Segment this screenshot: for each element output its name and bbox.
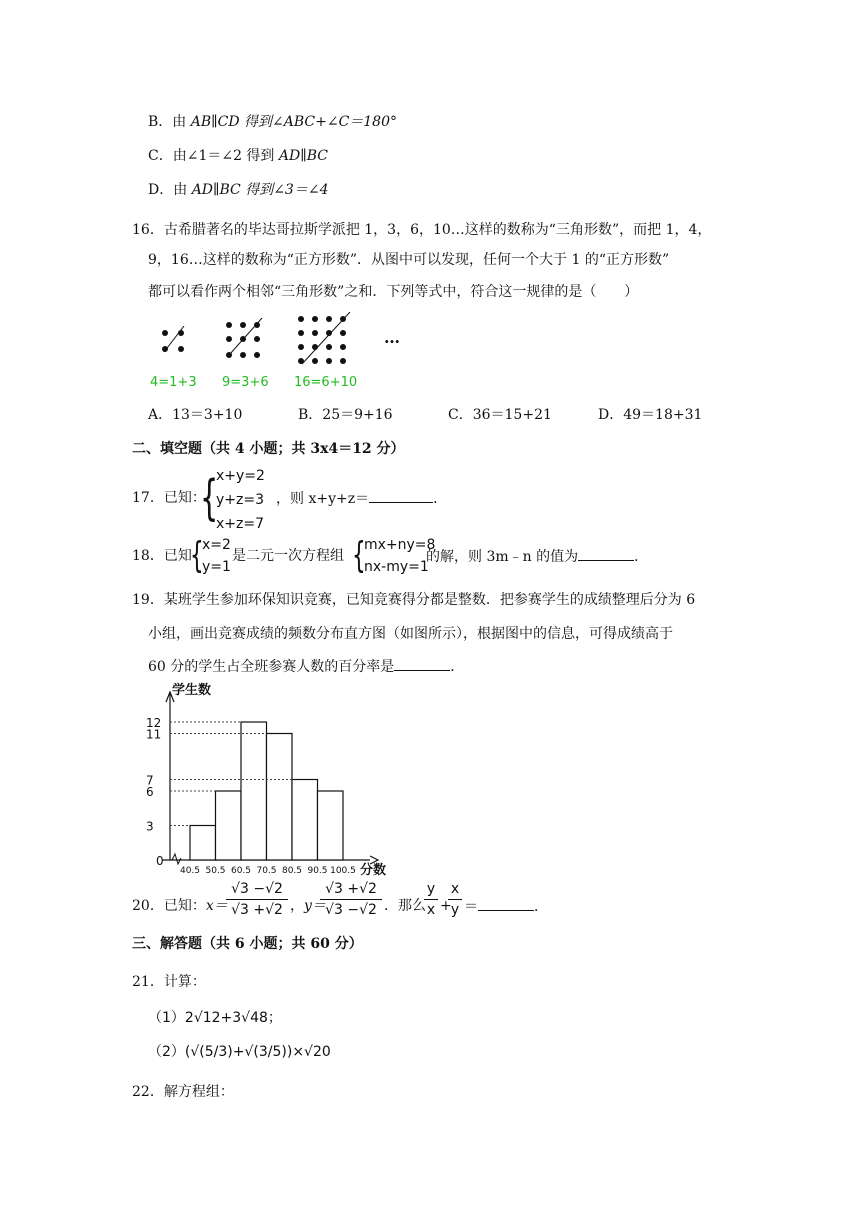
q22-title: 22．解方程组： [132, 1084, 234, 1100]
y-tick-label: 12 [146, 716, 162, 730]
histogram-bar [216, 791, 242, 860]
dot-figure-ellipsis: … [384, 328, 400, 347]
q16-line-1: 16．古希腊著名的毕达哥拉斯学派把 1，3，6，10…这样的数称为“三角形数”，而把 1，4， [132, 222, 712, 238]
q17-suffix: ，则 x+y+z＝ ． [276, 488, 447, 509]
histogram-bar [318, 791, 344, 860]
q15-option-d: D．由 AD∥BC 得到∠3＝∠4 [148, 182, 329, 198]
x-tick-label: 50.5 [205, 866, 226, 876]
q16-line-2: 9，16…这样的数称为“正方形数”．从图中可以发现，任何一个大于 1 的“正方形数” [148, 252, 670, 268]
y-tick-0: 0 [156, 854, 164, 868]
q21-part-2: （2）(√(5/3)+√(3/5))×√20 [148, 1044, 331, 1060]
x-tick-label: 60.5 [230, 866, 252, 876]
y-tick-label: 11 [146, 727, 162, 742]
q18-answer-blank[interactable] [578, 546, 634, 561]
y-tick-label: 3 [146, 819, 154, 834]
q16-line-3: 都可以看作两个相邻“三角形数”之和．下列等式中，符合这一规律的是（ ） [148, 284, 639, 300]
dot-caption-1: 4=1+3 [150, 375, 197, 390]
q18-brace-2: { [352, 535, 366, 576]
x-axis-label: 分数 [360, 863, 387, 878]
histogram-bar [190, 826, 216, 861]
q18-system: mx+ny=8 nx-my=1 [364, 537, 436, 575]
q20-yx-fraction: y x [424, 880, 438, 919]
q18-prefix: 18．已知 [132, 548, 192, 564]
q18-solution: x=2 y=1 [202, 537, 231, 575]
q21-part-1: （1）2√12+3√48； [148, 1010, 282, 1026]
x-tick-label: 90.5 [307, 866, 328, 876]
q18-brace-1: { [190, 535, 204, 576]
q15-option-b: B．由 AB∥CD 得到∠ABC+∠C＝180° [148, 114, 397, 130]
x-tick-label: 40.5 [179, 866, 201, 876]
q17-answer-blank[interactable] [369, 488, 433, 503]
q20-x-fraction: √3 −√2 √3 +√2 [226, 880, 288, 919]
q16-option-c: C．36＝15+21 [448, 407, 552, 423]
section-3-title: 三、解答题（共 6 小题；共 60 分） [132, 936, 363, 952]
q15-option-c: C．由∠1＝∠2 得到 AD∥BC [148, 148, 328, 164]
q19-answer-blank[interactable] [394, 656, 450, 671]
q19-line-3: 60 分的学生占全班参赛人数的百分率是 ． [148, 656, 464, 677]
q16-option-a: A．13＝3+10 [148, 407, 243, 423]
axis-break [172, 854, 181, 864]
q20-prefix: 20．已知：x＝ [132, 898, 228, 914]
q21-title: 21．计算： [132, 974, 206, 990]
histogram-bar [241, 722, 267, 860]
dot-figure-16 [294, 312, 354, 372]
q20-y-fraction: √3 +√2 √3 −√2 [320, 880, 382, 919]
q18-middle: 是二元一次方程组 [232, 548, 344, 564]
frequency-histogram [130, 680, 400, 880]
q20-then: ．那么 [384, 898, 426, 914]
q16-option-d: D．49＝18+31 [598, 407, 703, 423]
q20-answer-blank[interactable] [478, 896, 534, 911]
histogram-bar [267, 734, 293, 861]
histogram-bar [292, 780, 318, 861]
q20-suffix: ＝ ． [464, 896, 548, 917]
dot-caption-3: 16=6+10 [294, 375, 358, 390]
y-axis-label: 学生数 [172, 683, 212, 698]
y-tick-label: 6 [146, 785, 154, 799]
x-tick-label: 100.5 [330, 866, 356, 876]
q20-xy-fraction: x y [448, 880, 462, 919]
section-2-title: 二、填空题（共 4 小题；共 3x4＝12 分） [132, 441, 405, 457]
q17-prefix: 17．已知： [132, 490, 206, 506]
q17-system: x+y=2 y+z=3 x+z=7 [216, 468, 265, 532]
x-tick-label: 70.5 [256, 866, 277, 876]
dot-figure-9 [222, 318, 266, 362]
q19-line-2: 小组，画出竞赛成绩的频数分布直方图（如图所示），根据图中的信息，可得成绩高于 [148, 626, 673, 642]
q18-suffix: 的解，则 3m﹣n 的值为 ． [426, 546, 648, 567]
q20-y-prefix: ，y＝ [290, 898, 326, 914]
x-tick-label: 80.5 [281, 866, 303, 876]
dot-caption-2: 9=3+6 [222, 375, 269, 390]
dot-figure-4 [158, 326, 190, 358]
q20-plus: + [440, 898, 452, 914]
q19-line-1: 19．某班学生参加环保知识竞赛，已知竞赛得分都是整数．把参赛学生的成绩整理后分为 6 [132, 592, 696, 608]
q16-option-b: B．25＝9+16 [298, 407, 393, 423]
q17-brace: { [200, 470, 219, 526]
y-tick-label: 7 [146, 773, 154, 788]
